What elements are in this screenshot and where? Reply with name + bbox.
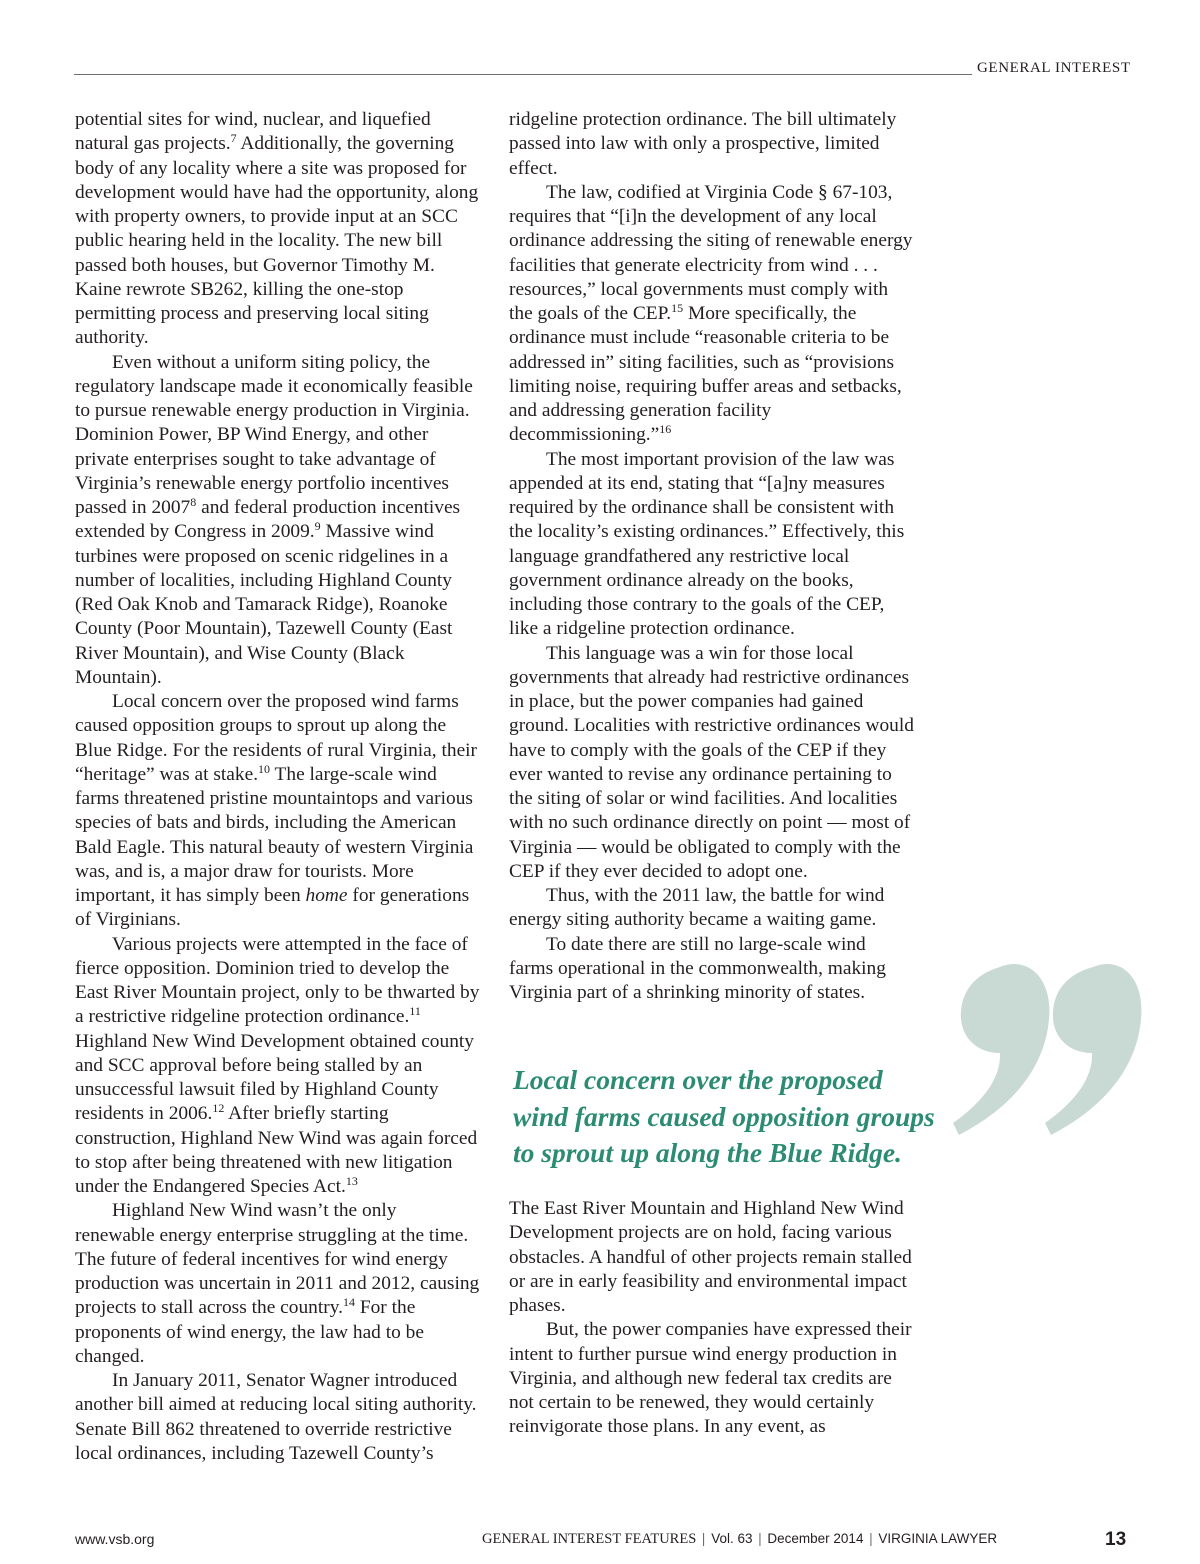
pull-quote: Local concern over the proposed wind farms caused opposition groups to sprout up along the Blue Ridge. bbox=[513, 1064, 935, 1168]
paragraph: To date there are still no large-scale wind farms operational in the commonwealth, making Virginia part of a shrinking minority of states. bbox=[509, 933, 886, 1003]
paragraph: This language was a win for those local governments that already had restrictive ordinances in place, but the power companies had gained ground. Localities with restrictive ordinances would have to comply with the goals of the CEP if they ever wanted to revise any ordinance pertaining to the siting of solar or wind facilities. And localities with no such ordinance directly on point — most of Virginia — would be obligated to comply with the CEP if they ever decided to adopt one. bbox=[509, 642, 914, 882]
left-column bbox=[75, 108, 480, 1466]
footnote-ref: 7 bbox=[230, 131, 237, 146]
footer-volume: Vol. 63 bbox=[711, 1531, 753, 1546]
footer-url: www.vsb.org bbox=[75, 1531, 155, 1547]
paragraph: But, the power companies have expressed their intent to further pursue wind energy production in Virginia, and although new federal tax credits are not certain to be renewed, they would certainly reinvigorate those plans. In any event, as bbox=[509, 1319, 912, 1438]
footnote-ref: 8 bbox=[190, 495, 197, 509]
page-number: 13 bbox=[1105, 1529, 1127, 1550]
paragraph: Various projects were attempted in the face of fierce opposition. Dominion tried to develop the East River Mountain project, only to be thwarted by a restrictive ridgeline protection ordinance.$^{11}$ Highland New Wind Development obtained county and SCC approval before being stalled by an unsuccessful lawsuit filed by Highland County residents in 2006.12 After briefly starting construction, Highland New Wind was again forced to stop after being threatened with new litigation under the Endangered Species Act.$^{13}$ bbox=[75, 933, 480, 1197]
paragraph: The law, codified at Virginia Code § 67-103, requires that “[i]n the development of any local ordinance addressing the siting of renewable energy facilities that generate electricity from wind . . . resources,” local governments must comply with the goals of the CEP.$^{15}$ More specifically, the ordinance must include “reasonable criteria to be addressed in” siting facilities, such as “provisions limiting noise, requiring buffer areas and setbacks, and addressing generation facility decommissioning.”$^{16}$ bbox=[509, 181, 913, 446]
right-column-continued bbox=[509, 1197, 914, 1440]
footnote-ref: 15 bbox=[671, 301, 684, 315]
section-header: GENERAL INTEREST bbox=[977, 60, 1131, 76]
header-rule bbox=[74, 74, 972, 75]
footer-publication-info: GENERAL INTEREST FEATURES | Vol. 63 | December 2014 | VIRGINIA LAWYER bbox=[482, 1531, 998, 1547]
paragraph: Even without a uniform siting policy, the regulatory landscape made it economically feasible to pursue renewable energy production in Virginia. Dominion Power, BP Wind Energy, and other private enterprises sought to take advantage of Virginia’s renewable energy portfolio incentives passed in 2007$^8$ and federal production incentives extended by Congress in 2009.$^9$ Massive wind turbines were proposed on scenic ridgelines in a number of localities, including Highland County (Red Oak Knob and Tamarack Ridge), Roanoke County (Poor Mountain), Tazewell County (East River Mountain), and Wise County (Black Mountain). bbox=[75, 351, 473, 688]
right-column bbox=[509, 108, 914, 1005]
footnote-ref: 16 bbox=[659, 422, 672, 437]
footnote-ref: 9 bbox=[314, 519, 321, 534]
footnote-ref: 12 bbox=[212, 1101, 225, 1116]
footnote-ref: 10 bbox=[258, 761, 271, 776]
paragraph: Highland New Wind wasn’t the only renewable energy enterprise struggling at the time. The future of federal incentives for wind energy production was uncertain in 2011 and 2012, causing projects to stall across the country.$^{14}$ For the proponents of wind energy, the law had to be changed. bbox=[75, 1200, 480, 1367]
footnote-ref: 13 bbox=[345, 1174, 358, 1188]
paragraph: Local concern over the proposed wind farms caused opposition groups to sprout up along the Blue Ridge. For the residents of rural Virginia, their “heritage” was at stake.$^{10}$ The large-scale wind farms threatened pristine mountaintops and various species of bats and birds, including the American Bald Eagle. This natural beauty of western Virginia was, and is, a major draw for tourists. More important, it has simply been home for generations of Virginians. bbox=[75, 691, 478, 931]
paragraph: In January 2011, Senator Wagner introduced another bill aimed at reducing local siting authority. Senate Bill 862 threatened to override restrictive local ordinances, including Tazewell County’s bbox=[75, 1370, 477, 1464]
closing-quote-mark-icon bbox=[945, 915, 1145, 1155]
paragraph: Thus, with the 2011 law, the battle for wind energy siting authority became a waiting game. bbox=[509, 885, 885, 931]
footer-date: December 2014 bbox=[767, 1531, 864, 1546]
footnote-ref: 11 bbox=[409, 1004, 421, 1019]
paragraph: The East River Mountain and Highland New Wind Development projects are on hold, facing various obstacles. A handful of other projects remain stalled or are in early feasibility and environmental impact phases. bbox=[509, 1198, 912, 1316]
footer-section: GENERAL INTEREST FEATURES bbox=[482, 1531, 697, 1547]
paragraph: potential sites for wind, nuclear, and liquefied natural gas projects.$^7$ Additionally, the governing body of any locality where a site was proposed for development would have had the opportunity, along with property owners, to provide input at an SCC public hearing held in the locality. The new bill passed both houses, but Governor Timothy M. Kaine rewrote SB262, killing the one-stop permitting process and preserving local siting authority. bbox=[75, 109, 479, 349]
footer-publication: VIRGINIA LAWYER bbox=[878, 1531, 998, 1546]
footnote-ref: 14 bbox=[342, 1295, 355, 1310]
paragraph: ridgeline protection ordinance. The bill ultimately passed into law with only a prospective, limited effect. bbox=[509, 109, 897, 179]
paragraph: The most important provision of the law was appended at its end, stating that “[a]ny measures required by the ordinance shall be consistent with the locality’s existing ordinances.” Effectively, this language grandfathered any restrictive local government ordinance already on the books, including those contrary to the goals of the CEP, like a ridgeline protection ordinance. bbox=[509, 448, 905, 640]
